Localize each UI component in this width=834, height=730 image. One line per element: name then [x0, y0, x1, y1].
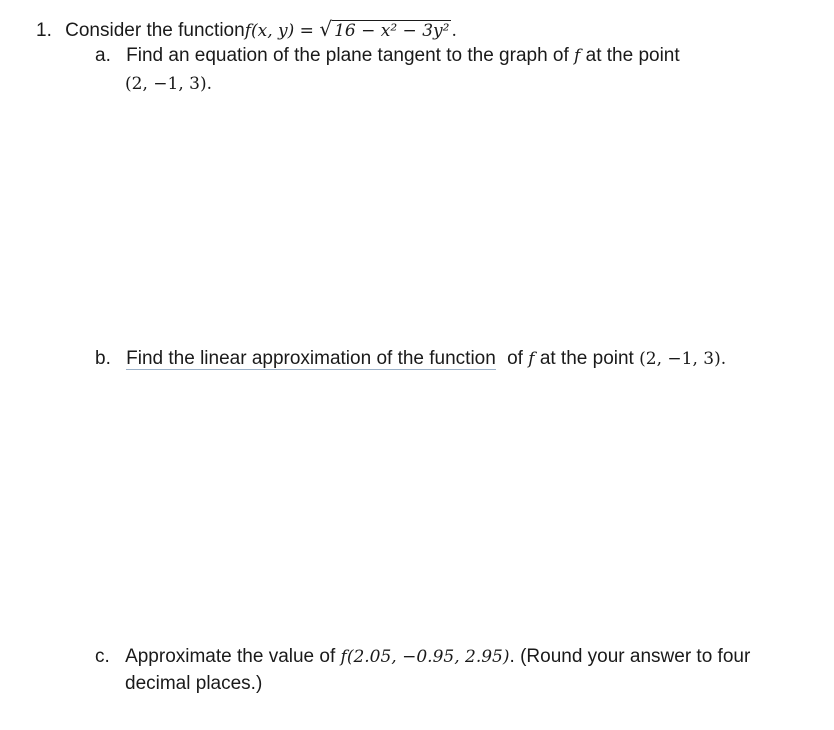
part-b-text: Find the linear approximation of the function — [126, 348, 496, 369]
part-b-point: (2, −1, 3). — [639, 349, 727, 369]
function-rhs: 16 − x² − 3y² — [334, 21, 450, 41]
part-b-of: of — [507, 348, 523, 369]
part-b-line — [95, 347, 726, 371]
part-b-f: f — [528, 349, 535, 369]
problem-number: 1. — [36, 20, 52, 41]
function-end: . — [451, 21, 457, 41]
part-a-text-end: at the point — [585, 45, 680, 66]
part-a-f: f — [574, 46, 581, 66]
part-c-line-1 — [95, 645, 750, 669]
part-a-label: a. — [95, 45, 111, 66]
part-c-text-end: . (Round your answer to four — [509, 646, 751, 667]
problem-statement — [36, 17, 457, 43]
part-a-line-1 — [95, 44, 680, 68]
sqrt-icon: √ — [319, 17, 333, 41]
part-c-line-2: decimal places.) — [125, 673, 263, 694]
function-lhs: f(x, y) = — [244, 21, 320, 41]
part-a-point: (2, −1, 3). — [125, 74, 212, 94]
part-a-text: Find an equation of the plane tangent to the graph of — [126, 45, 569, 66]
problem-intro: Consider the function — [65, 20, 245, 41]
part-c-expr: f(2.05, −0.95, 2.95) — [340, 647, 510, 667]
part-b-label: b. — [95, 348, 111, 369]
part-c-text: Approximate the value of — [125, 646, 336, 667]
part-c-label: c. — [95, 646, 110, 667]
part-b-text-end: at the point — [539, 348, 634, 369]
